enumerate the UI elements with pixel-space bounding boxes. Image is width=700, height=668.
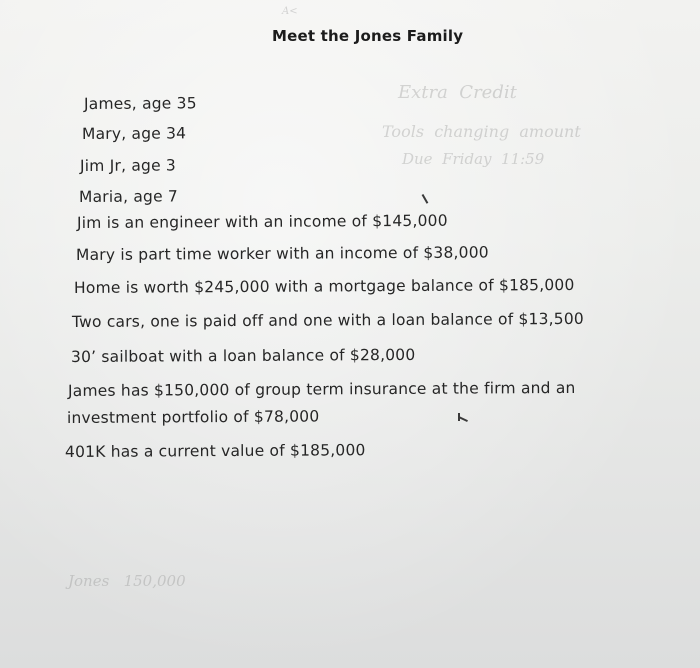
bleed-through-scribble: Tools changing amount [382, 122, 581, 141]
bleed-through-scribble: Due Friday 11:59 [402, 150, 545, 168]
text-line: 401K has a current value of $185,000 [64, 441, 366, 461]
text-line: Jim Jr, age 3 [79, 156, 177, 175]
text-line: Two cars, one is paid off and one with a loan balance of $13,500 [71, 309, 585, 331]
pen-mark [458, 413, 460, 421]
pen-mark [422, 194, 428, 203]
bleed-through-scribble: Jones 150,000 [68, 572, 186, 590]
bleed-through-scribble: A< [282, 6, 298, 17]
text-line: Jim is an engineer with an income of $145,000 [76, 211, 448, 232]
text-line: 30’ sailboat with a loan balance of $28,000 [70, 345, 416, 366]
text-line: Mary, age 34 [81, 124, 187, 143]
text-line: Maria, age 7 [78, 187, 179, 206]
text-line: Mary is part time worker with an income of $38,000 [75, 243, 489, 264]
text-line: investment portfolio of $78,000 [66, 407, 320, 427]
text-line: James, age 35 [83, 94, 197, 113]
text-line: James has $150,000 of group term insurance at the firm and an [67, 378, 576, 400]
document-title: Meet the Jones Family [272, 27, 464, 45]
text-line: Home is worth $245,000 with a mortgage balance of $185,000 [73, 275, 575, 297]
bleed-through-scribble: Extra Credit [398, 82, 517, 103]
